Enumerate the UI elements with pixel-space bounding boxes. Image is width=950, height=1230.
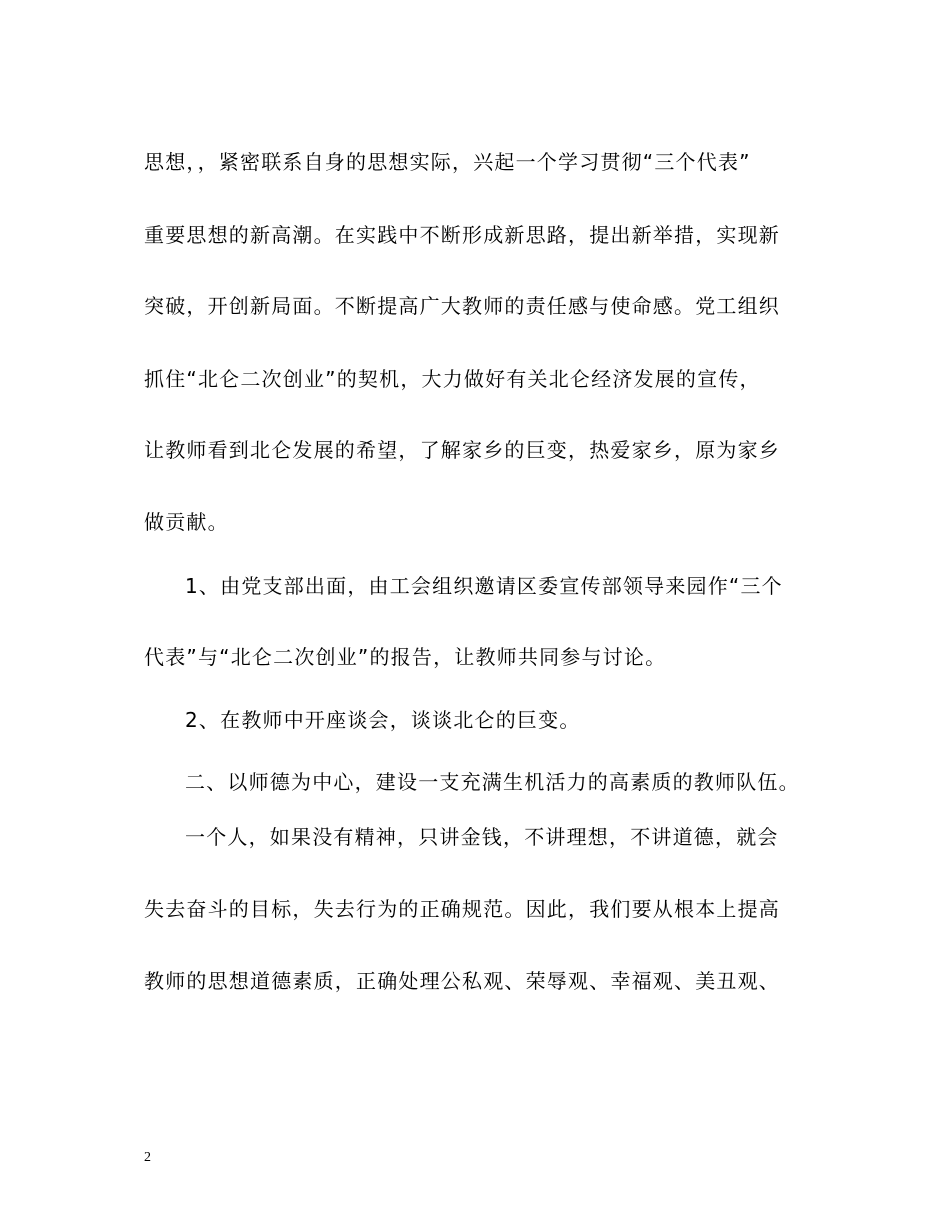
text-line: 代表”与“北仑二次创业”的报告，让教师共同参与讨论。 (144, 645, 667, 669)
text-line: 抓住“北仑二次创业”的契机，大力做好有关北仑经济发展的宣传， (144, 367, 761, 391)
text-line: 教师的思想道德素质，正确处理公私观、荣辱观、幸福观、美丑观、 (144, 969, 780, 993)
text-line: 重要思想的新高潮。在实践中不断形成新思路，提出新举措，实现新 (144, 223, 780, 247)
page-number: 2 (144, 1150, 151, 1165)
text-line: 思想，，紧密联系自身的思想实际，兴起一个学习贯彻“三个代表” (144, 150, 751, 174)
text-line: 突破，开创新局面。不断提高广大教师的责任感与使命感。党工组织 (144, 294, 780, 318)
text-line: 二、以师德为中心，建设一支充满生机活力的高素质的教师队伍。 (185, 770, 800, 794)
text-line: 做贡献。 (144, 510, 229, 534)
text-line: 让教师看到北仑发展的希望，了解家乡的巨变，热爱家乡，原为家乡 (144, 438, 780, 462)
text-line: 2、在教师中开座谈会，谈谈北仑的巨变。 (185, 708, 581, 732)
text-line: 1、由党支部出面，由工会组织邀请区委宣传部领导来园作“三个 (185, 574, 783, 598)
text-line: 一个人，如果没有精神，只讲金钱，不讲理想，不讲道德，就会 (185, 825, 779, 849)
text-line: 失去奋斗的目标，失去行为的正确规范。因此，我们要从根本上提高 (144, 897, 780, 921)
